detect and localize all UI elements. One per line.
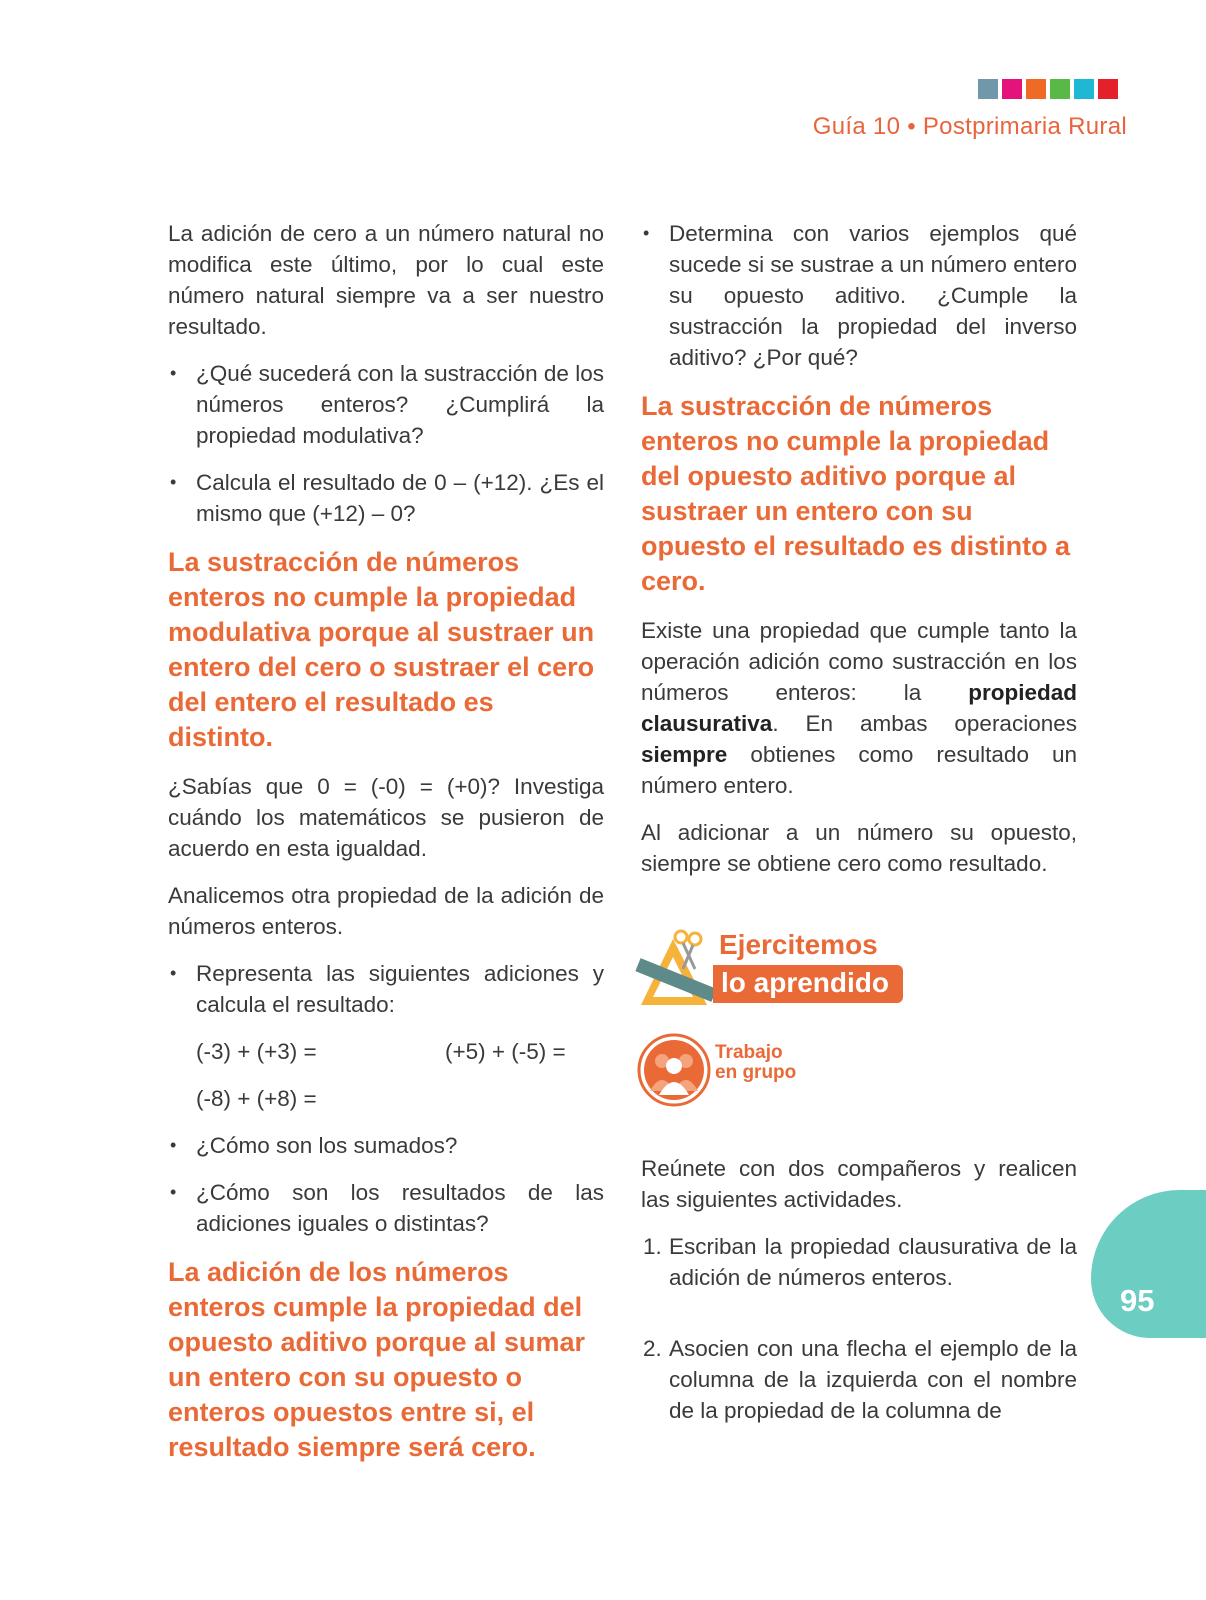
math-row [168, 1083, 604, 1114]
page-number: 95 [1120, 1283, 1155, 1318]
bullet-item: • Determina con varios ejemplos qué sucede si se sustrae a un número entero su opuesto aditivo. ¿Cumple la sustracción la propiedad del inverso aditivo? ¿Por qué? [641, 218, 1077, 373]
text-run: obtienes como resultado un número entero. [641, 742, 1077, 798]
paragraph: Analicemos otra propiedad de la adición de números enteros. [168, 883, 604, 939]
math-expression: (+5) + (-5) = [445, 1039, 566, 1064]
strip-block-6 [1098, 79, 1118, 99]
group-work-line: Trabajo [715, 1042, 783, 1063]
bullet-item: • ¿Cómo son los resultados de las adiciones iguales o distintas? [168, 1177, 604, 1239]
item-text: Escriban la propiedad clausurativa de la adición de números enteros. [669, 1234, 1077, 1290]
strip-block-1 [978, 79, 998, 99]
math-row [168, 1036, 604, 1067]
paragraph: La adición de cero a un número natural no modifica este último, por lo cual este número natural siempre va a ser nuestro resultado. [168, 221, 604, 339]
bullet-item: • ¿Qué sucederá con la sustracción de los números enteros? ¿Cumplirá la propiedad modulativa? [168, 358, 604, 451]
group-work-line: en grupo [715, 1062, 797, 1083]
bullet-item: • Representa las siguientes adiciones y calcula el resultado: [168, 958, 604, 1020]
item-number: 1. [643, 1234, 662, 1259]
paragraph: ¿Sabías que 0 = (-0) = (+0)? Investiga cuándo los matemáticos se pusieron de acuerdo en esta igualdad. [168, 774, 604, 861]
bullet-item: • Calcula el resultado de 0 – (+12). ¿Es el mismo que (+12) – 0? [168, 467, 604, 529]
paragraph: Al adicionar a un número su opuesto, siempre se obtiene cero como resultado. [641, 820, 1077, 876]
right-column [641, 218, 1077, 1442]
math-expression: (-8) + (+8) = [196, 1086, 317, 1111]
bold-term: siempre [641, 742, 728, 767]
item-number: 2. [643, 1336, 662, 1361]
section-title: Ejercitemos [719, 929, 878, 960]
text-run: . En ambas operaciones [772, 711, 1077, 736]
text-run: Existe una propiedad que cumple tanto la operación adición como sustracción en los números enteros: la [641, 618, 1077, 705]
paragraph-clausurativa [641, 615, 1077, 801]
tools-icon [633, 929, 719, 1011]
group-work-label [715, 1043, 796, 1083]
item-text: Asocien con una flecha el ejemplo de la columna de la izquierda con el nombre de la propiedad de la columna de [669, 1336, 1077, 1423]
header-title: Guía 10 • Postprimaria Rural [812, 113, 1127, 140]
math-expression: (-3) + (+3) = [196, 1039, 317, 1064]
numbered-item [641, 1333, 1077, 1426]
strip-block-5 [1074, 79, 1094, 99]
highlight-conclusion: La adición de los números enteros cumple la propiedad del opuesto aditivo porque al sumar un entero con su opuesto o enteros opuestos entre si, el resultado siempre será cero. [168, 1257, 586, 1462]
paragraph: Reúnete con dos compañeros y realicen las siguientes actividades. [641, 1156, 1077, 1212]
bold-term: propiedad clausurativa [641, 680, 1077, 736]
exercise-section-header [633, 929, 1077, 1109]
section-title-banner: lo aprendido [713, 965, 903, 1003]
bullet-item: • ¿Cómo son los sumados? [168, 1130, 604, 1161]
strip-block-2 [1002, 79, 1022, 99]
group-work-icon [637, 1033, 711, 1107]
highlight-conclusion: La sustracción de números enteros no cumple la propiedad del opuesto aditivo porque al sustraer un entero con su opuesto el resultado es distinto a cero. [641, 391, 1071, 596]
left-column [168, 218, 604, 1481]
numbered-item [641, 1231, 1077, 1293]
color-strip [978, 79, 1118, 99]
highlight-conclusion: La sustracción de números enteros no cumple la propiedad modulativa porque al sustraer un entero del cero o sustraer el cero del entero el resultado es distinto. [168, 547, 595, 752]
strip-block-4 [1050, 79, 1070, 99]
strip-block-3 [1026, 79, 1046, 99]
